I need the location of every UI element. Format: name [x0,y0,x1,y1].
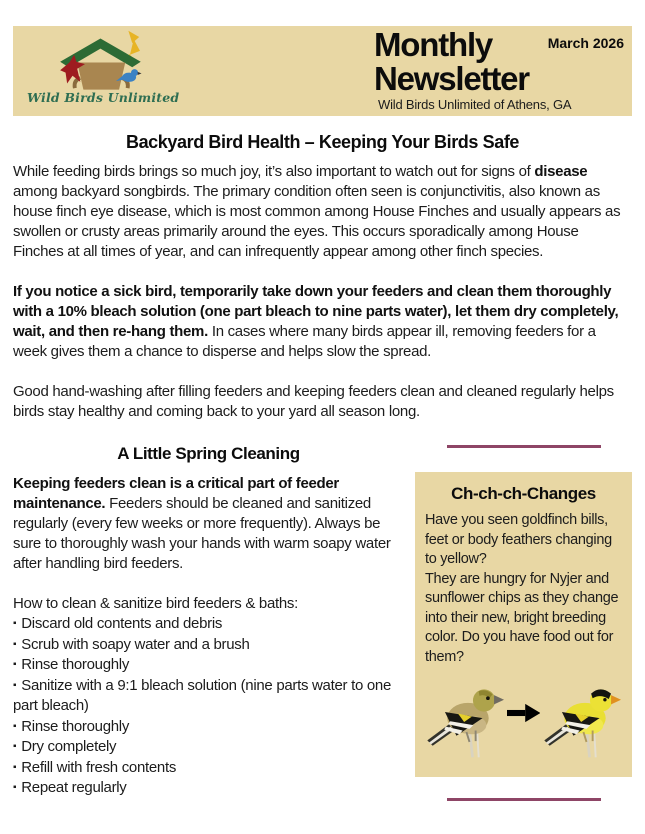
divider-line-top [447,445,601,448]
cleaning-list-intro: How to clean & sanitize bird feeders & baths: [13,595,298,612]
newsletter-title-line1: Monthly [374,26,493,63]
article2-bold-text: Keeping feeders clean is a critical part of feeder maintenance. [13,475,339,512]
p2-bold-text: If you notice a sick bird, temporarily take down your feeders and clean them thoroughly with a 10% bleach solution (one part bleach to nine parts water), let them dry completely, wait, and then re-hang them. [13,283,619,340]
article1-heading: Backyard Bird Health – Keeping Your Birds Safe [125,132,520,152]
article2-heading: A Little Spring Cleaning [117,444,300,463]
bullet-icon: ▪ [13,618,17,629]
p1-text-pre: While feeding birds brings so much joy, it’s also important to watch out for signs of [13,163,535,180]
list-item-text: Sanitize with a 9:1 bleach solution (nine parts water to one part bleach) [13,676,391,714]
logo [27,30,180,105]
newsletter-header [13,26,632,116]
bird-feeder-logo-icon [43,30,161,92]
title-block [374,28,624,112]
article2-paragraph1 [13,474,404,574]
list-item [13,655,404,676]
bullet-icon: ▪ [13,741,17,752]
right-arrow-icon [507,701,540,725]
list-item-text: Refill with fresh contents [21,758,177,776]
bullet-icon: ▪ [13,761,17,773]
divider-line-bottom [447,798,601,801]
list-item [13,737,404,758]
article1-paragraph3: Good hand-washing after filling feeders and keeping feeders clean and cleaned regularly helps birds stay healthy and coming back to your yard all season long. [13,383,614,420]
article2-regular-text: Feeders should be cleaned and sanitized regularly (every few weeks or more frequently). Always be sure to thoroughly wash your hands with warm soapy water after handling bird feeders. [13,495,391,572]
two-column-section [13,442,632,801]
list-item-text: Scrub with soapy water and a brush [21,635,250,653]
callout-body [425,511,622,667]
cleaning-steps-list [13,614,404,799]
goldfinch-winter-image [425,677,505,767]
p1-text-post: among backyard songbirds. The primary condition often seen is conjunctivitis, also known as house finch eye disease, which is most common among House Finches and usually appears as swollen or crusty areas primarily around the eyes. This occurs sporadically among House Finches at all times of year, and can infrequently appear among other finch species. [13,183,621,260]
list-item-text: Discard old contents and debris [21,615,223,632]
newsletter-title-line2: Newsletter [374,60,529,97]
logo-text: Wild Birds Unlimited [27,90,180,105]
list-item-text: Repeat regularly [21,779,127,796]
list-item [13,635,404,656]
bullet-icon: ▪ [13,720,17,732]
list-item-text: Rinse thoroughly [21,717,130,735]
goldfinch-transition-figure [425,677,622,767]
p1-bold-word: disease [534,163,588,180]
list-item [13,614,404,635]
bullet-icon: ▪ [13,782,17,793]
spring-cleaning-column [13,442,404,801]
list-item [13,778,404,799]
list-item-text: Rinse thoroughly [21,656,130,673]
p2-regular-text: In cases where many birds appear ill, removing feeders for a week gives them a chance to disperse and helps slow the spread. [13,323,596,360]
list-item [13,717,404,738]
list-item [13,758,404,779]
store-subtitle: Wild Birds Unlimited of Athens, GA [378,97,572,112]
bullet-icon: ▪ [13,638,17,650]
callout-line1: Have you seen goldfinch bills, feet or body feathers changing to yellow? [425,512,612,567]
goldfinch-callout-box [415,472,632,777]
bullet-icon: ▪ [13,659,17,670]
sidebar-column [415,442,632,801]
list-item-text: Dry completely [21,738,117,755]
bullet-icon: ▪ [13,679,17,691]
goldfinch-breeding-image [542,677,622,767]
issue-date: March 2026 [547,35,624,51]
article1-paragraph2 [13,282,632,362]
list-item [13,676,404,717]
callout-line2: They are hungry for Nyjer and sunflower chips as they change into their new, bright breeding color. Do you have food out for them? [425,570,619,665]
callout-heading: Ch-ch-ch-Changes [451,484,596,503]
article1-paragraph1 [13,162,632,262]
